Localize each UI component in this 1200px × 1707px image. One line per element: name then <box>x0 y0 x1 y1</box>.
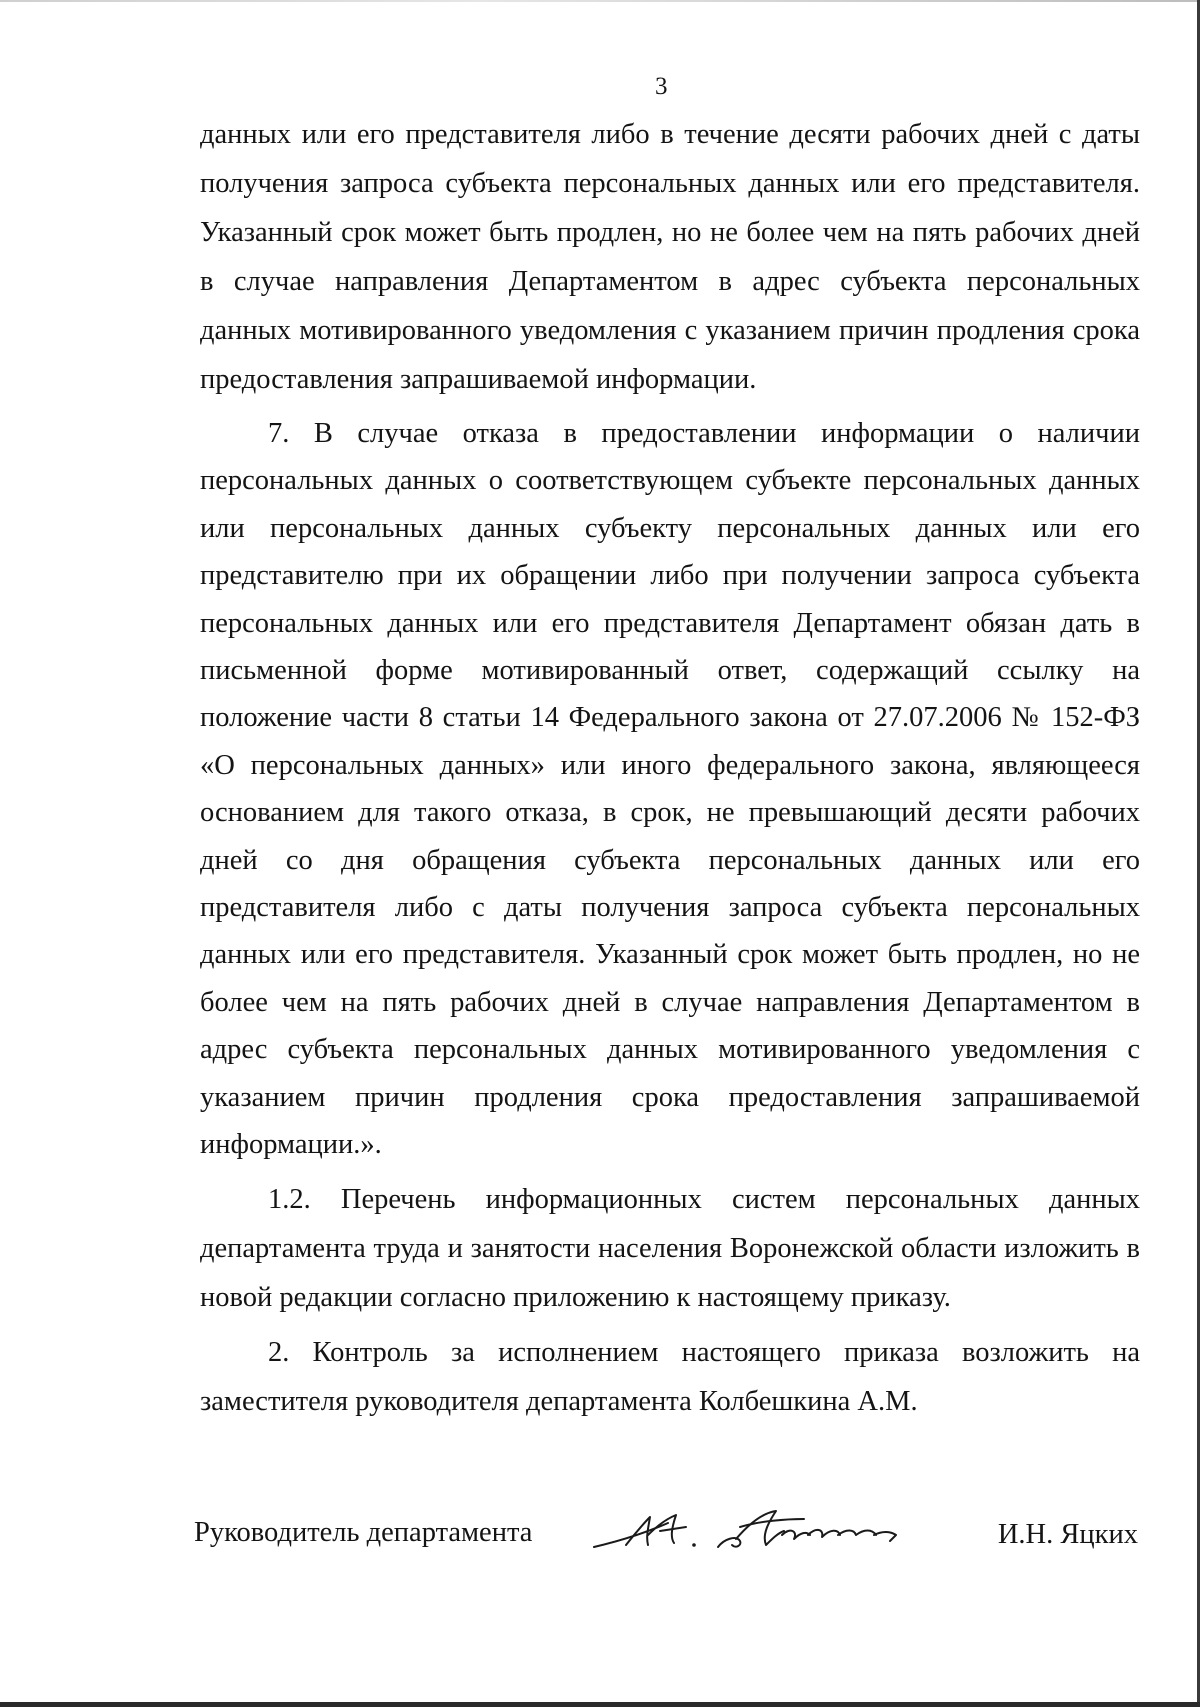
handwritten-signature <box>590 1505 910 1555</box>
paragraph-item-1-2: 1.2. Перечень информационных систем персональных данных департамента труда и занятости населения Воронежской области изложить в новой редакции согласно приложению к настоящему приказу. <box>200 1183 1140 1313</box>
signer-title: Руководитель департамента <box>194 1517 533 1548</box>
signature-block <box>194 1505 1138 1565</box>
signer-name: И.Н. Яцких <box>997 1519 1138 1550</box>
scan-edge-top <box>0 0 1200 2</box>
page-number: 3 <box>655 73 668 100</box>
paragraph-continuation: данных или его представителя либо в течение десяти рабочих дней с даты получения запроса субъекта персональных данных или его представителя. Указанный срок может быть продлен, но не более чем на пять рабочих дней в случае направления Департаментом в адрес субъекта персональных данных мотивированного уведомления с указанием причин продления срока предоставления запрашиваемой информации. <box>200 119 1140 395</box>
document-body <box>200 110 1140 1426</box>
paragraph-item-2: 2. Контроль за исполнением настоящего приказа возложить на заместителя руководителя департамента Колбешкина А.М. <box>200 1336 1140 1417</box>
scan-edge-bottom <box>0 1702 1200 1707</box>
paragraph-item-7: 7. В случае отказа в предоставлении информации о наличии персональных данных о соответствующем субъекте персональных данных или персональных данных субъекту персональных данных или его представителю при их обращении либо при получении запроса субъекта персональных данных или его представителя Департамент обязан дать в письменной форме мотивированный ответ, содержащий ссылку на положение части 8 статьи 14 Федерального закона от 27.07.2006 № 152-ФЗ «О персональных данных» или иного федерального закона, являющееся основанием для такого отказа, в срок, не превышающий десяти рабочих дней со дня обращения субъекта персональных данных или его представителя либо с даты получения запроса субъекта персональных данных или его представителя. Указанный срок может быть продлен, но не более чем на пять рабочих дней в случае направления Департаментом в адрес субъекта персональных данных мотивированного уведомления с указанием причин продления срока предоставления запрашиваемой информации.». <box>200 418 1140 1161</box>
